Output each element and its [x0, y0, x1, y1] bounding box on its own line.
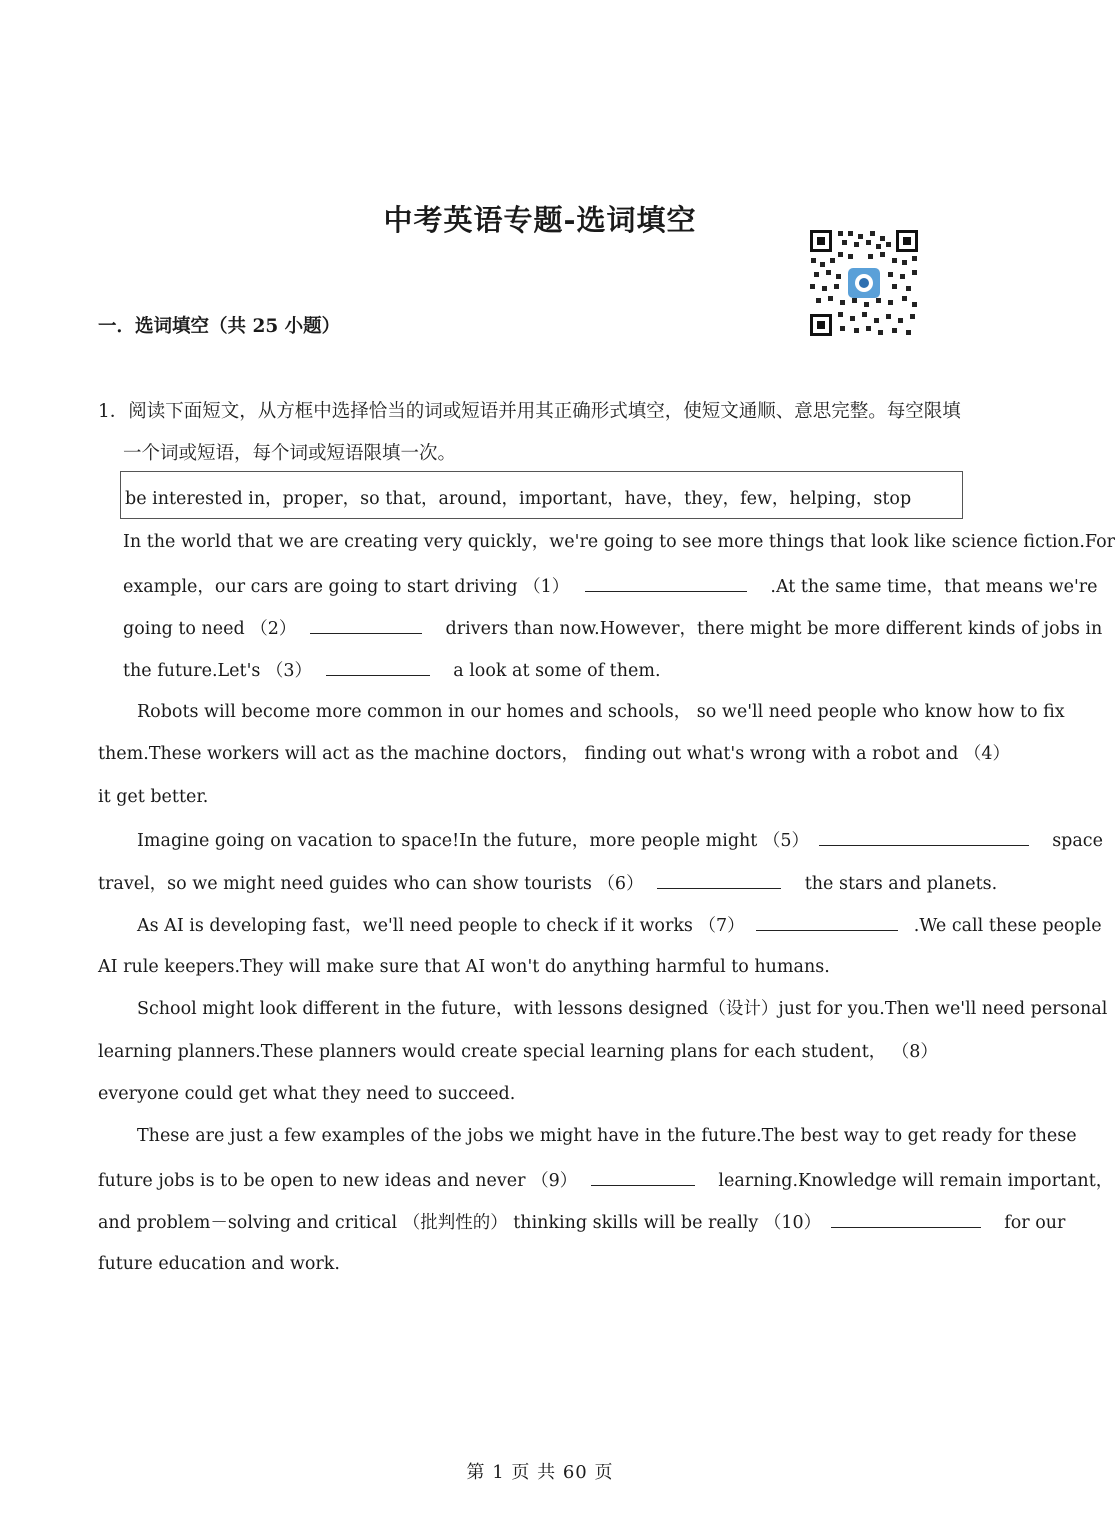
passage-line: [98, 740, 1010, 768]
passage-text: example，our cars are going to start driving （1）: [123, 577, 570, 597]
passage-text: and problem－solving and critical （批判性的） thinking skills will be really （10）: [98, 1213, 822, 1233]
passage-text: future jobs is to be open to new ideas and never （9）: [98, 1171, 578, 1191]
passage-text: learning.Knowledge will remain important，: [718, 1171, 1114, 1191]
qr-code-icon: [808, 228, 920, 338]
passage-line: [98, 1250, 984, 1278]
passage-text: future education and work.: [98, 1254, 340, 1274]
passage-text: drivers than now.However，there might be more different kinds of jobs in: [445, 619, 1103, 639]
passage-line: [98, 1207, 1066, 1235]
answer-blank-2[interactable]: [310, 613, 422, 634]
passage-text: the future.Let's （3）: [123, 661, 313, 681]
passage-line: [98, 1080, 984, 1108]
passage-text: School might look different in the future，with lessons designed（设计）just for you.Then we'll need personal: [137, 999, 1108, 1019]
passage-line: [98, 1038, 984, 1066]
answer-blank-10[interactable]: [831, 1207, 981, 1228]
passage-line: [98, 783, 984, 811]
passage-text: for our: [1004, 1213, 1066, 1233]
word-bank-text: be interested in，proper，so that，around，important，have，they，few，helping，stop: [125, 489, 912, 509]
answer-blank-3[interactable]: [326, 655, 430, 676]
passage-line: [98, 953, 984, 981]
passage-text: it get better.: [98, 787, 209, 807]
question-instruction-line1: 1．阅读下面短文，从方框中选择恰当的词或短语并用其正确形式填空，使短文通顺、意思完整。每空限填: [98, 401, 961, 422]
answer-blank-5[interactable]: [819, 825, 1029, 846]
answer-blank-9[interactable]: [591, 1165, 695, 1186]
page-footer: 第 1 页 共 60 页: [466, 1462, 614, 1483]
passage-line: [137, 1122, 1077, 1150]
passage-text: everyone could get what they need to succeed.: [98, 1084, 516, 1104]
passage-text: AI rule keepers.They will make sure that AI won't do anything harmful to humans.: [98, 957, 830, 977]
answer-blank-6[interactable]: [657, 868, 781, 889]
passage-line: [123, 528, 1115, 556]
page-title: 中考英语专题-选词填空: [383, 203, 697, 237]
passage-line: [137, 698, 1065, 726]
passage-line: [137, 995, 1108, 1023]
passage-line: [123, 655, 984, 683]
passage-line: [123, 571, 1098, 599]
passage-line: [137, 910, 1102, 938]
passage-text: them.These workers will act as the machine doctors， finding out what's wrong with a robot and （4）: [98, 744, 1010, 764]
passage-text: .At the same time，that means we're: [770, 577, 1098, 597]
passage-text: .We call these people: [913, 916, 1102, 936]
passage-text: going to need （2）: [123, 619, 297, 639]
question-instruction-line2: 一个词或短语，每个词或短语限填一次。: [123, 443, 457, 464]
passage-text: the stars and planets.: [804, 874, 998, 894]
passage-text: As AI is developing fast，we'll need people to check if it works （7）: [137, 916, 745, 936]
passage-text: These are just a few examples of the jobs we might have in the future.The best way to get ready for these: [137, 1126, 1077, 1146]
passage-line: [123, 613, 1103, 641]
passage-text: space: [1052, 831, 1103, 851]
section-heading: 一．选词填空（共 25 小题）: [98, 316, 341, 337]
passage-text: Robots will become more common in our homes and schools， so we'll need people who know how to fix: [137, 702, 1065, 722]
passage-line: [98, 868, 998, 896]
passage-line: [98, 1165, 1114, 1193]
answer-blank-1[interactable]: [585, 571, 747, 592]
answer-blank-7[interactable]: [756, 910, 898, 931]
word-bank-box: [120, 471, 963, 519]
passage-text: a look at some of them.: [453, 661, 661, 681]
passage-text: In the world that we are creating very quickly，we're going to see more things that look like science fiction.For: [123, 532, 1115, 552]
passage-text: Imagine going on vacation to space!In the future，more people might （5）: [137, 831, 810, 851]
passage-line: [137, 825, 1103, 853]
passage-text: travel，so we might need guides who can show tourists （6）: [98, 874, 644, 894]
passage-text: learning planners.These planners would create special learning plans for each student， （8）: [98, 1042, 938, 1062]
